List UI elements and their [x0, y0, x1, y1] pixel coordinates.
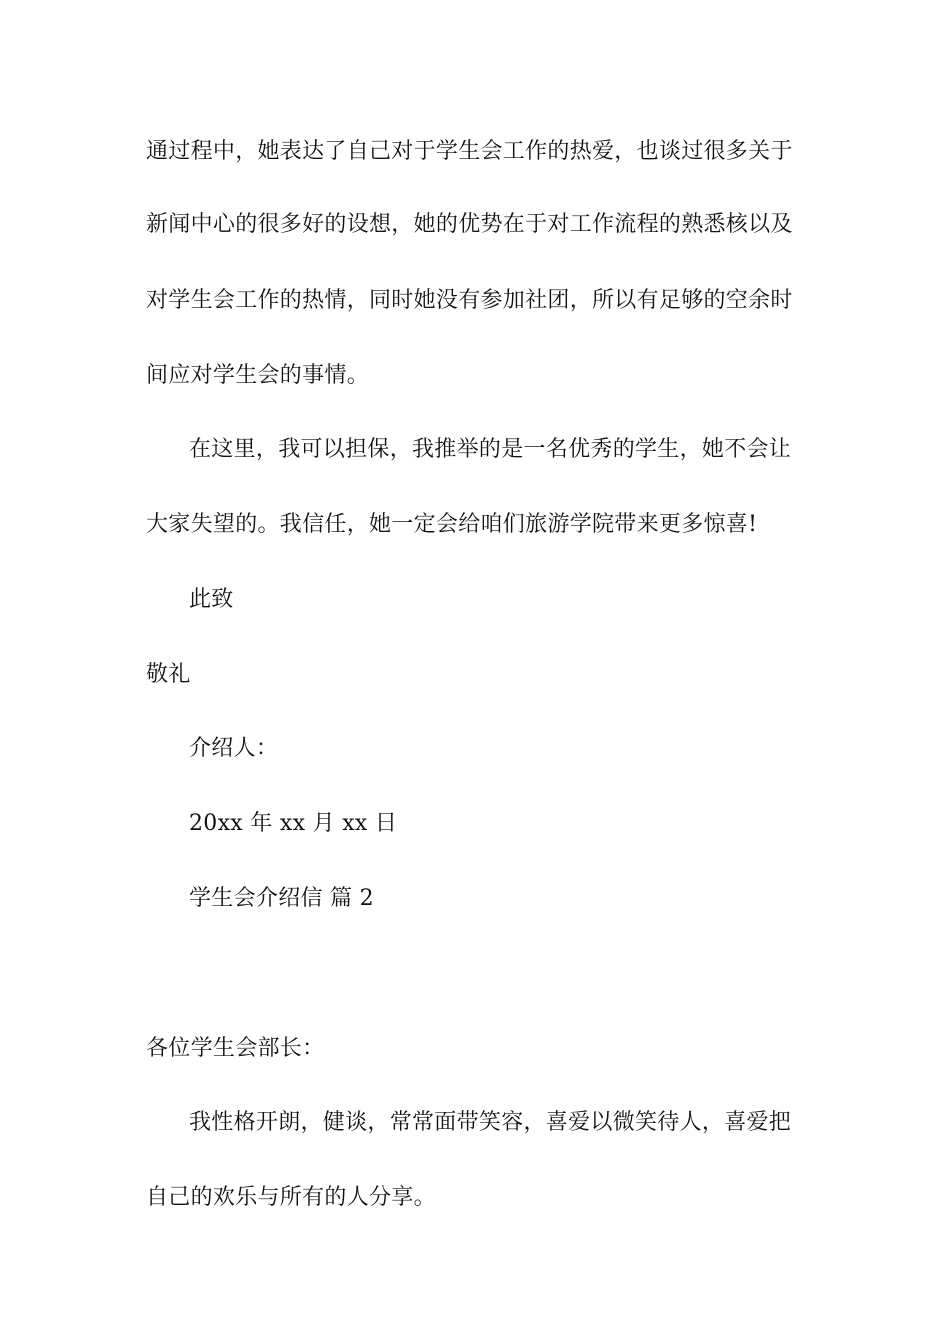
paragraph-line: 新闻中心的很多好的设想，她的优势在于对工作流程的熟悉核以及 — [146, 212, 793, 237]
section-title: 学生会介绍信 篇 2 — [189, 886, 374, 911]
date-text: 20xx 年 xx 月 xx 日 — [189, 811, 398, 836]
paragraph-line: 在这里，我可以担保，我推举的是一名优秀的学生，她不会让 — [189, 437, 792, 462]
paragraph-line: 通过程中，她表达了自己对于学生会工作的热爱，也谈过很多关于 — [146, 139, 793, 164]
introducer-label: 介绍人： — [189, 736, 279, 761]
paragraph-line: 对学生会工作的热情，同时她没有参加社团，所以有足够的空余时 — [146, 288, 793, 313]
paragraph-line: 我性格开朗，健谈，常常面带笑容，喜爱以微笑待人，喜爱把 — [189, 1110, 792, 1135]
paragraph-line: 自己的欢乐与所有的人分享。 — [146, 1185, 436, 1210]
salute-text: 敬礼 — [146, 662, 191, 687]
closing-text: 此致 — [189, 587, 234, 612]
paragraph-line: 大家失望的。我信任，她一定会给咱们旅游学院带来更多惊喜! — [146, 512, 758, 537]
paragraph-line: 间应对学生会的事情。 — [146, 363, 370, 388]
greeting-text: 各位学生会部长： — [146, 1036, 325, 1061]
